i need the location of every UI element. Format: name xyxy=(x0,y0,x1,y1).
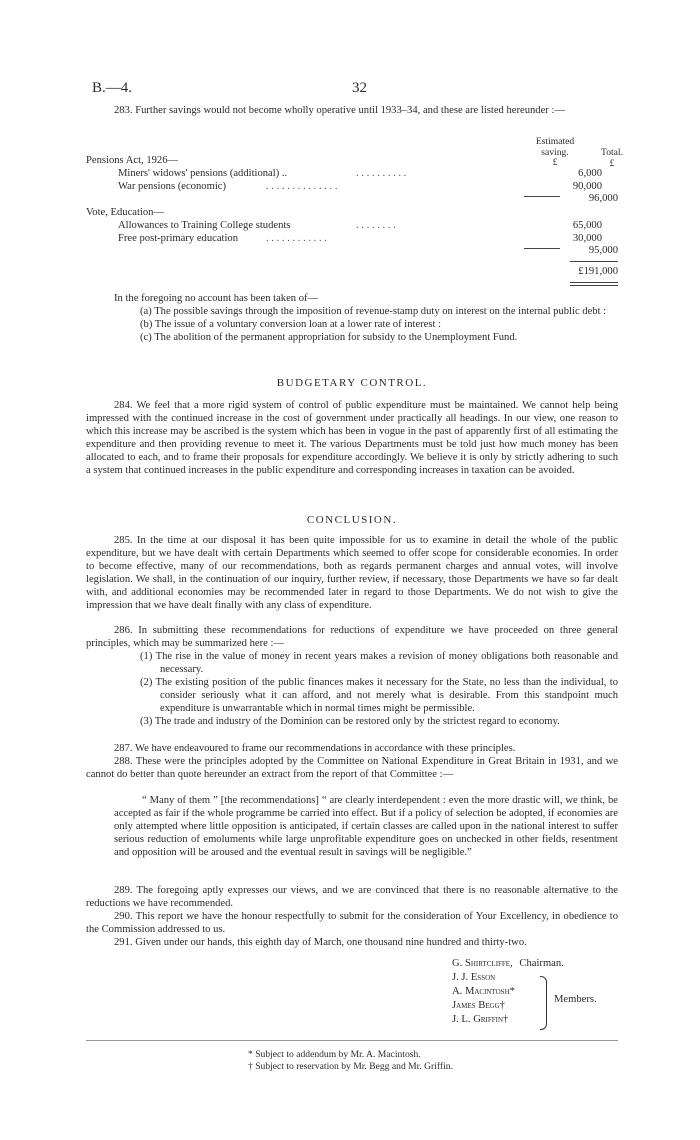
group-total: 95,000 xyxy=(588,245,618,256)
paragraph-287: 287. We have endeavoured to frame our recommendations in accordance with these principles. xyxy=(114,743,516,754)
paragraph-290: 290. This report we have the honour respectfully to submit for the consideration of Your Excellency, in obedience to the Commission addressed to us. xyxy=(86,911,618,935)
paragraph-284: 284. We feel that a more rigid system of control of public expenditure must be maintained. We cannot help being impressed with the continued increase in the cost of government under practically all headings. In our view, one reason to which this increase may be ascribed is the system which has been in vogue in the past of apparently first of all estimating the expenditure and then providing revenue to meet it. The various Departments must be told just how much money has been allocated to each, and to frame their proposals for expenditure accordingly. We believe it is only by strictly adhering to such a system that continued increases in the public expenditure and corresponding increases in taxation can be avoided. xyxy=(86,400,618,476)
row-saving: 30,000 xyxy=(572,233,602,244)
list-item: (1) The rise in the value of money in recent years makes a revision of money obligations both reasonable and necessary. xyxy=(140,651,618,675)
section-heading-conclusion: CONCLUSION. xyxy=(306,514,398,526)
footnote-rule xyxy=(86,1040,618,1041)
foregoing-intro: In the foregoing no account has been taken of— xyxy=(114,293,319,304)
paragraph-285: 285. In the time at our disposal it has been quite impossible for us to examine in detail the whole of the public expenditure, but we have dealt with certain Departments which seemed to offer scope for considerable economies. In order to become effective, many of our recommendations, both as regards permanent charges and annual votes, will involve legislation. We shall, in the continuation of our inquiry, further review, if necessary, those Departments we have so far dealt with, and additional economies may be recommended later in regard to those Departments. We do not wish to give the impression that we have dealt finally with any class of expenditure. xyxy=(86,535,618,611)
group-total: 96,000 xyxy=(588,193,618,204)
paragraph-283: 283. Further savings would not become wholly operative until 1933–34, and these are listed hereunder :— xyxy=(114,105,566,116)
total-currency: £ xyxy=(609,157,615,169)
list-item: (c) The abolition of the permanent appropriation for subsidy to the Unemployment Fund. xyxy=(140,331,518,343)
total-label: Total. xyxy=(601,147,623,158)
list-item: (3) The trade and industry of the Dominion can be restored only by the strictest regard to economy. xyxy=(140,715,560,727)
group-title-education xyxy=(86,207,618,220)
row-label: War pensions (economic) xyxy=(118,181,226,192)
row-leader-dots: . . . . . . . . . . . . xyxy=(266,233,327,244)
foregoing-list xyxy=(86,293,618,345)
row-saving: 90,000 xyxy=(572,181,602,192)
row-leader-dots: . . . . . . . . xyxy=(356,220,396,231)
chairman-name: G. Shirtcliffe, xyxy=(452,958,513,969)
group-title: Vote, Education— xyxy=(86,207,165,218)
row-saving: 6,000 xyxy=(578,168,602,179)
double-rule-bottom xyxy=(570,285,618,286)
group-total-row xyxy=(86,245,618,258)
estimated-currency: £ xyxy=(552,157,558,168)
list-item: (a) The possible savings through the imposition of revenue-stamp duty on interest on the internal public debt : xyxy=(140,305,607,317)
paragraph-289: 289. The foregoing aptly expresses our views, and we are convinced that there is no reasonable alternative to the reductions we have recommended. xyxy=(86,885,618,909)
group-title: Pensions Act, 1926— xyxy=(86,155,179,166)
row-label: Free post-primary education xyxy=(118,233,239,244)
grand-total: £191,000 xyxy=(578,266,618,277)
signature-member: James Begg† xyxy=(452,1000,505,1011)
row-leader-dots: . . . . . . . . . . xyxy=(356,168,407,179)
members-role: Members. xyxy=(554,994,597,1005)
row-leader-dots: . . . . . . . . . . . . . . xyxy=(266,181,338,192)
table-row xyxy=(86,168,618,181)
row-label: Allowances to Training College students xyxy=(118,220,291,231)
row-saving: 65,000 xyxy=(572,220,602,231)
signature-member: A. Macintosh* xyxy=(452,986,515,997)
row-label: Miners' widows' pensions (additional) .. xyxy=(118,168,288,179)
committee-quote xyxy=(86,795,618,860)
chairman-role: Chairman. xyxy=(519,958,564,969)
paragraph-286: 286. In submitting these recommendations for reductions of expenditure we have proceeded on three general principles, which may be summarized here :— xyxy=(86,625,618,649)
group-total-row xyxy=(86,193,618,206)
signature-chairman xyxy=(452,958,564,969)
list-item: (2) The existing position of the public finances makes it necessary for the State, no less than the individual, to consider seriously what it can afford, and not merely what is desirable. From this standpoint much expenditure is unwarrantable which in normal times might be permissible. xyxy=(140,676,618,714)
estimated-saving-label: Estimated saving. xyxy=(535,136,575,158)
quote-text: “ Many of them ” [the recommendations] “ are clearly interdependent : even the more drastic will, we think, be accepted as fair if the whole programme be carried into effect. But if a policy of selection be adopted, if economies are only attempted where little opposition is anticipated, if certain classes are called upon in the national interest to suffer serious reduction of emoluments while large unprofitable expenditure goes on unchecked in other fields, resentment and opposition will be aroused and the eventual result in savings will be negligible.” xyxy=(114,795,618,858)
footnote: * Subject to addendum by Mr. A. Macintosh. xyxy=(248,1049,421,1060)
table-row xyxy=(86,220,618,233)
paragraph-288: 288. These were the principles adopted by the Committee on National Expenditure in Great Britain in 1931, and we cannot do better than quote hereunder an extract from the report of that Committee :— xyxy=(86,756,618,780)
list-item: (b) The issue of a voluntary conversion loan at a lower rate of interest : xyxy=(140,318,442,330)
grand-total-row xyxy=(86,266,618,279)
page-number: 32 xyxy=(352,80,367,96)
document-code: B.—4. xyxy=(92,80,133,96)
double-rule-top xyxy=(570,282,618,283)
section-heading-budgetary-control: BUDGETARY CONTROL. xyxy=(276,377,428,389)
principles-list xyxy=(86,651,618,728)
group-title-pensions xyxy=(86,155,618,168)
signature-member: J. L. Griffin† xyxy=(452,1014,509,1025)
members-brace xyxy=(540,976,547,1030)
footnote: † Subject to reservation by Mr. Begg and Mr. Griffin. xyxy=(248,1061,453,1072)
total-rule xyxy=(570,261,618,262)
paragraph-291: 291. Given under our hands, this eighth day of March, one thousand nine hundred and thirty-two. xyxy=(114,937,527,948)
signature-member: J. J. Esson xyxy=(452,972,496,983)
